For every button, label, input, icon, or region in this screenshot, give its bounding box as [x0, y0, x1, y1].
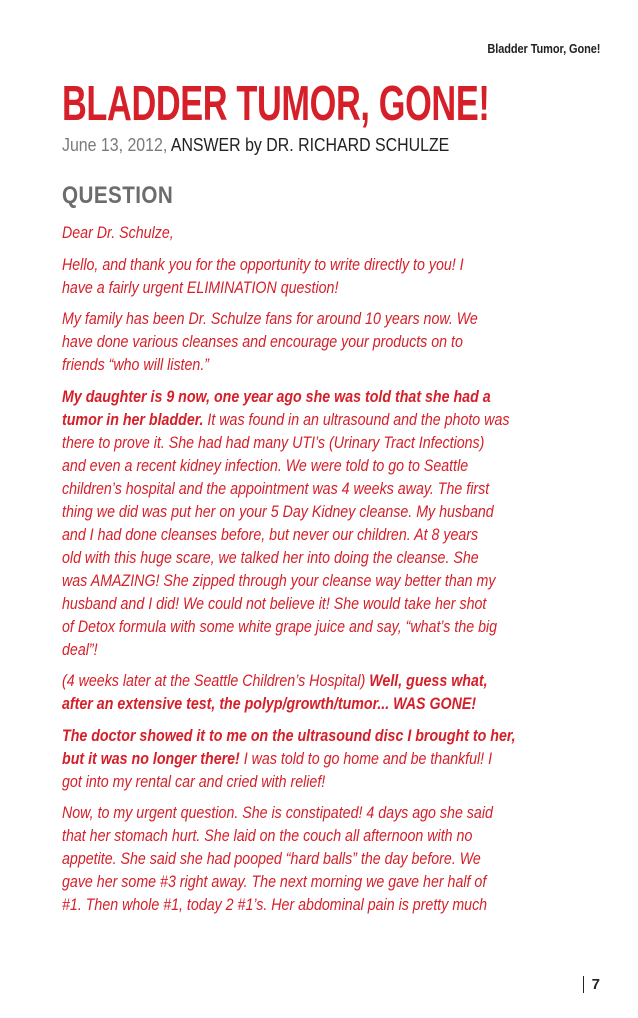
- text-line: [62, 670, 579, 693]
- running-head: Bladder Tumor, Gone!: [487, 42, 600, 56]
- paragraph-daughter-story: [62, 386, 579, 662]
- text-line: [62, 409, 579, 432]
- text-line: that her stomach hurt. She laid on the couch all afternoon with no: [62, 827, 473, 845]
- plain-text: (4 weeks later at the Seattle Children’s Hospital): [62, 672, 370, 690]
- text-line: Hello, and thank you for the opportunity to write directly to you! I: [62, 255, 464, 274]
- bold-text: after an extensive test, the polyp/growth/tumor... WAS GONE!: [62, 695, 477, 713]
- text-line-bold: [62, 693, 579, 716]
- text-line-bold: [62, 386, 579, 409]
- text-line: children’s hospital and the appointment was 4 weeks away. The first: [62, 479, 490, 498]
- bold-text: My daughter is 9 now, one year ago she was told that she had a: [62, 387, 491, 406]
- text-line: have done various cleanses and encourage your products on to: [62, 333, 463, 351]
- byline: [62, 134, 449, 156]
- text-line: Now, to my urgent question. She is constipated! 4 days ago she said: [62, 804, 493, 822]
- bold-text: but it was no longer there!: [62, 749, 240, 768]
- bold-text: The doctor showed it to me on the ultrasound disc I brought to her,: [62, 726, 516, 745]
- text-line: deal”!: [62, 640, 98, 659]
- plain-text: It was found in an ultrasound and the photo was: [203, 410, 510, 429]
- text-line: old with this huge scare, we talked her into doing the cleanse. She: [62, 548, 479, 567]
- text-line: and even a recent kidney infection. We were told to go to Seattle: [62, 456, 469, 475]
- text-line: husband and I did! We could not believe it! She would take her shot: [62, 594, 487, 613]
- byline-date: June 13, 2012,: [62, 134, 168, 155]
- paragraph-family: [62, 308, 579, 377]
- byline-author: ANSWER by DR. RICHARD SCHULZE: [170, 134, 450, 155]
- text-line: there to prove it. She had had many UTI’s (Urinary Tract Infections): [62, 433, 485, 452]
- bold-text: tumor in her bladder.: [62, 410, 204, 429]
- text-line: was AMAZING! She zipped through your cleanse way better than my: [62, 571, 496, 590]
- page-number: 7: [583, 976, 600, 993]
- paragraph-doctor: [62, 725, 579, 794]
- page-title: BLADDER TUMOR, GONE!: [62, 77, 490, 131]
- text-line: appetite. She said she had pooped “hard balls” the day before. We: [62, 850, 481, 868]
- paragraph-salutation: [62, 222, 579, 245]
- bold-text: Well, guess what,: [369, 672, 488, 690]
- text-line: have a fairly urgent ELIMINATION question!: [62, 278, 339, 297]
- question-body: [62, 222, 579, 926]
- text-line: Dear Dr. Schulze,: [62, 224, 174, 242]
- text-line-bold: [62, 725, 579, 748]
- text-line: and I had done cleanses before, but never our children. At 8 years: [62, 525, 479, 544]
- text-line: [62, 748, 579, 771]
- text-line: My family has been Dr. Schulze fans for around 10 years now. We: [62, 310, 478, 328]
- text-line: friends “who will listen.”: [62, 356, 210, 374]
- text-line: of Detox formula with some white grape juice and say, “what’s the big: [62, 617, 498, 636]
- text-line: thing we did was put her on your 5 Day Kidney cleanse. My husband: [62, 502, 494, 521]
- paragraph-greeting: [62, 254, 579, 300]
- paragraph-urgent-question: [62, 802, 579, 917]
- section-heading-question: QUESTION: [62, 182, 174, 209]
- plain-text: I was told to go home and be thankful! I: [239, 749, 493, 768]
- text-line: gave her some #3 right away. The next morning we gave her half of: [62, 873, 487, 891]
- paragraph-hospital: [62, 670, 579, 716]
- text-line: got into my rental car and cried with relief!: [62, 772, 326, 791]
- text-line: #1. Then whole #1, today 2 #1’s. Her abdominal pain is pretty much: [62, 896, 488, 914]
